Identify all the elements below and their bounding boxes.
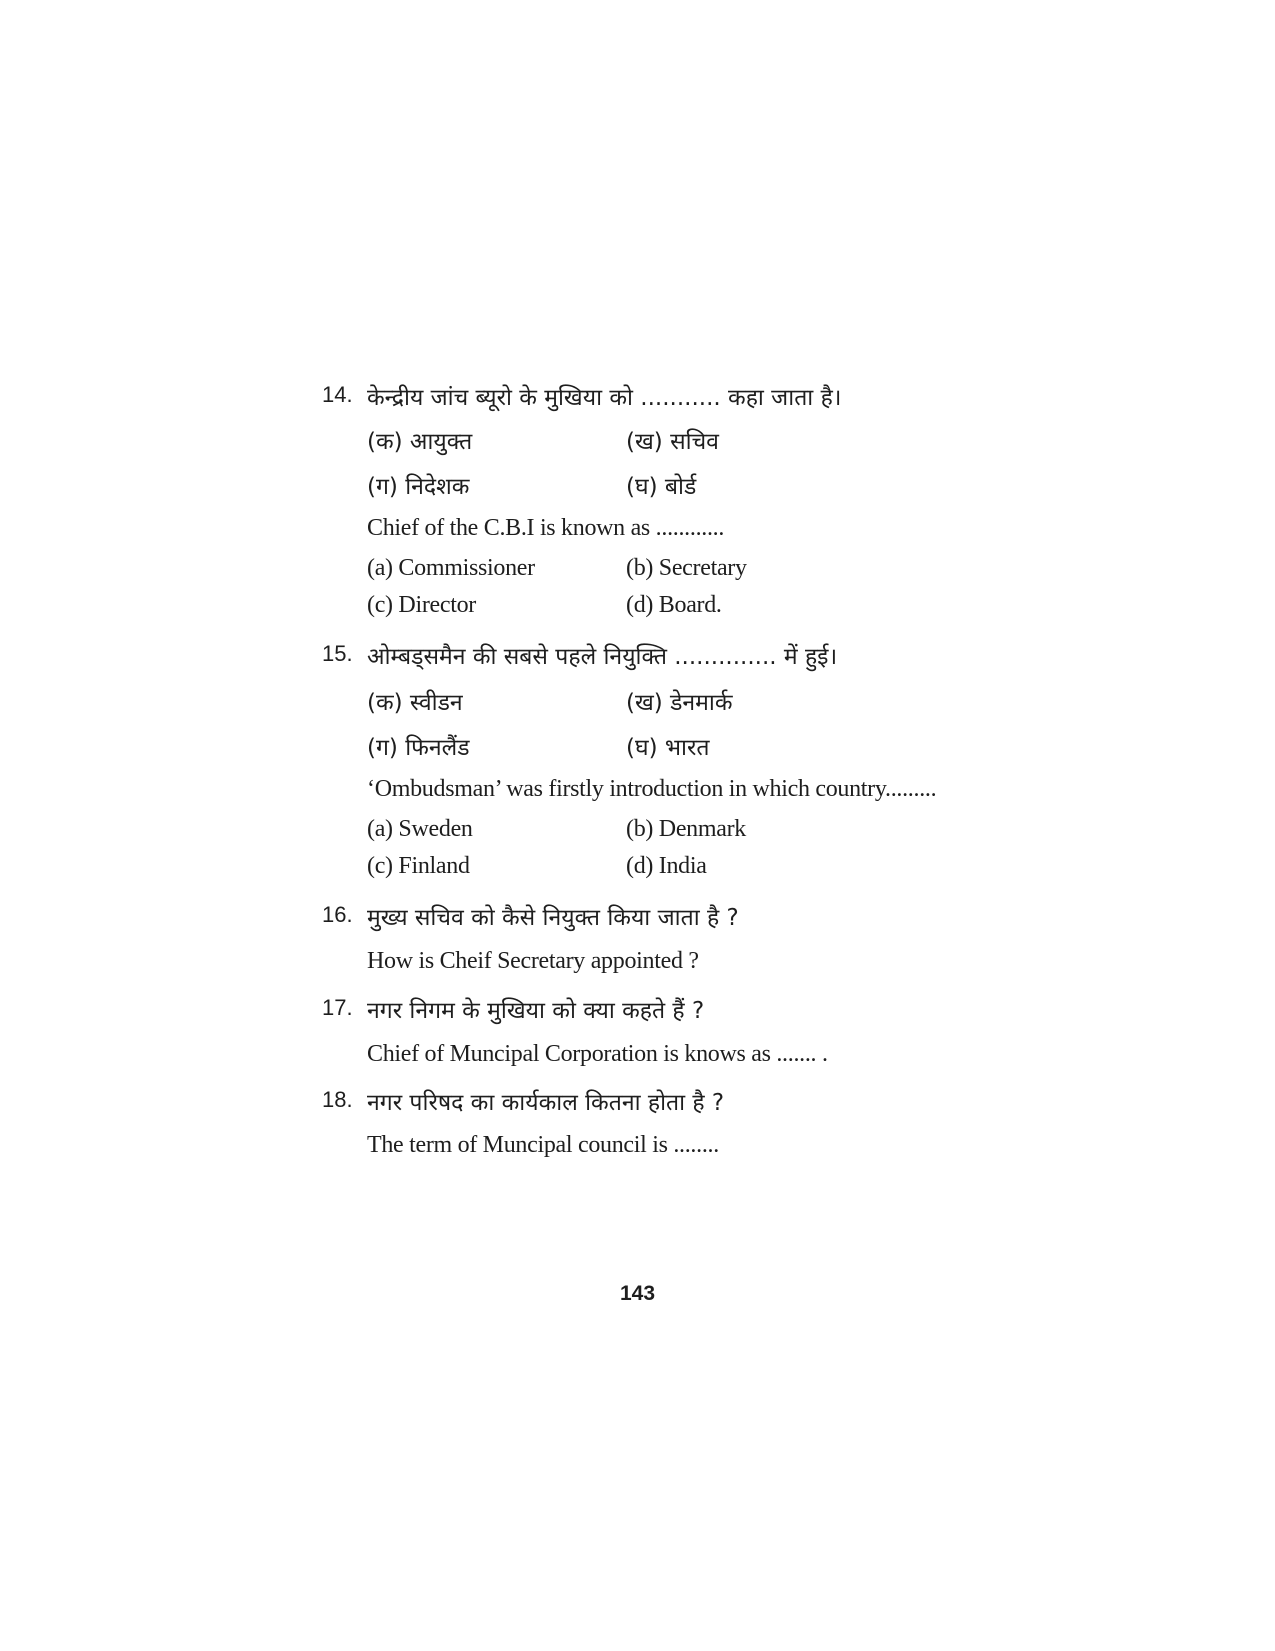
hindi-option-ka: (क) स्वीडन <box>367 690 463 716</box>
english-option-c: (c) Director <box>367 592 476 618</box>
question-text-hindi: ओम्बड्समैन की सबसे पहले नियुक्ति .............. में हुई। <box>367 644 838 670</box>
page-number: 143 <box>619 1282 656 1305</box>
question-text-hindi: नगर निगम के मुखिया को क्या कहते हैं ? <box>367 998 705 1024</box>
english-option-d: (d) India <box>626 853 707 879</box>
english-option-a: (a) Commissioner <box>367 555 535 581</box>
hindi-option-kha: (ख) सचिव <box>626 429 719 455</box>
hindi-option-gha: (घ) बोर्ड <box>626 474 697 500</box>
english-option-a: (a) Sweden <box>367 816 473 842</box>
question-number: 17. <box>322 995 353 1020</box>
hindi-option-ka: (क) आयुक्त <box>367 429 473 455</box>
hindi-option-ga: (ग) फिनलैंड <box>367 735 470 761</box>
english-option-b: (b) Secretary <box>626 555 747 581</box>
hindi-option-gha: (घ) भारत <box>626 735 710 761</box>
question-text-english: The term of Muncipal council is ........ <box>367 1132 719 1158</box>
question-number: 14. <box>322 382 353 407</box>
hindi-option-ga: (ग) निदेशक <box>367 474 470 500</box>
question-number: 16. <box>322 902 353 927</box>
english-option-c: (c) Finland <box>367 853 470 879</box>
question-number: 18. <box>322 1087 353 1112</box>
english-option-d: (d) Board. <box>626 592 722 618</box>
question-text-english: How is Cheif Secretary appointed ? <box>367 948 699 974</box>
question-text-english: Chief of Muncipal Corporation is knows as ....... . <box>367 1041 828 1067</box>
question-text-english: Chief of the C.B.I is known as ............ <box>367 515 725 541</box>
english-option-b: (b) Denmark <box>626 816 746 842</box>
question-text-hindi: केन्द्रीय जांच ब्यूरो के मुखिया को ........... कहा जाता है। <box>367 385 842 411</box>
hindi-option-kha: (ख) डेनमार्क <box>626 690 733 716</box>
question-text-english: ‘Ombudsman’ was firstly introduction in which country......... <box>367 776 937 802</box>
question-text-hindi: नगर परिषद का कार्यकाल कितना होता है ? <box>367 1090 725 1116</box>
question-number: 15. <box>322 641 353 666</box>
question-text-hindi: मुख्य सचिव को कैसे नियुक्त किया जाता है ? <box>367 905 739 931</box>
